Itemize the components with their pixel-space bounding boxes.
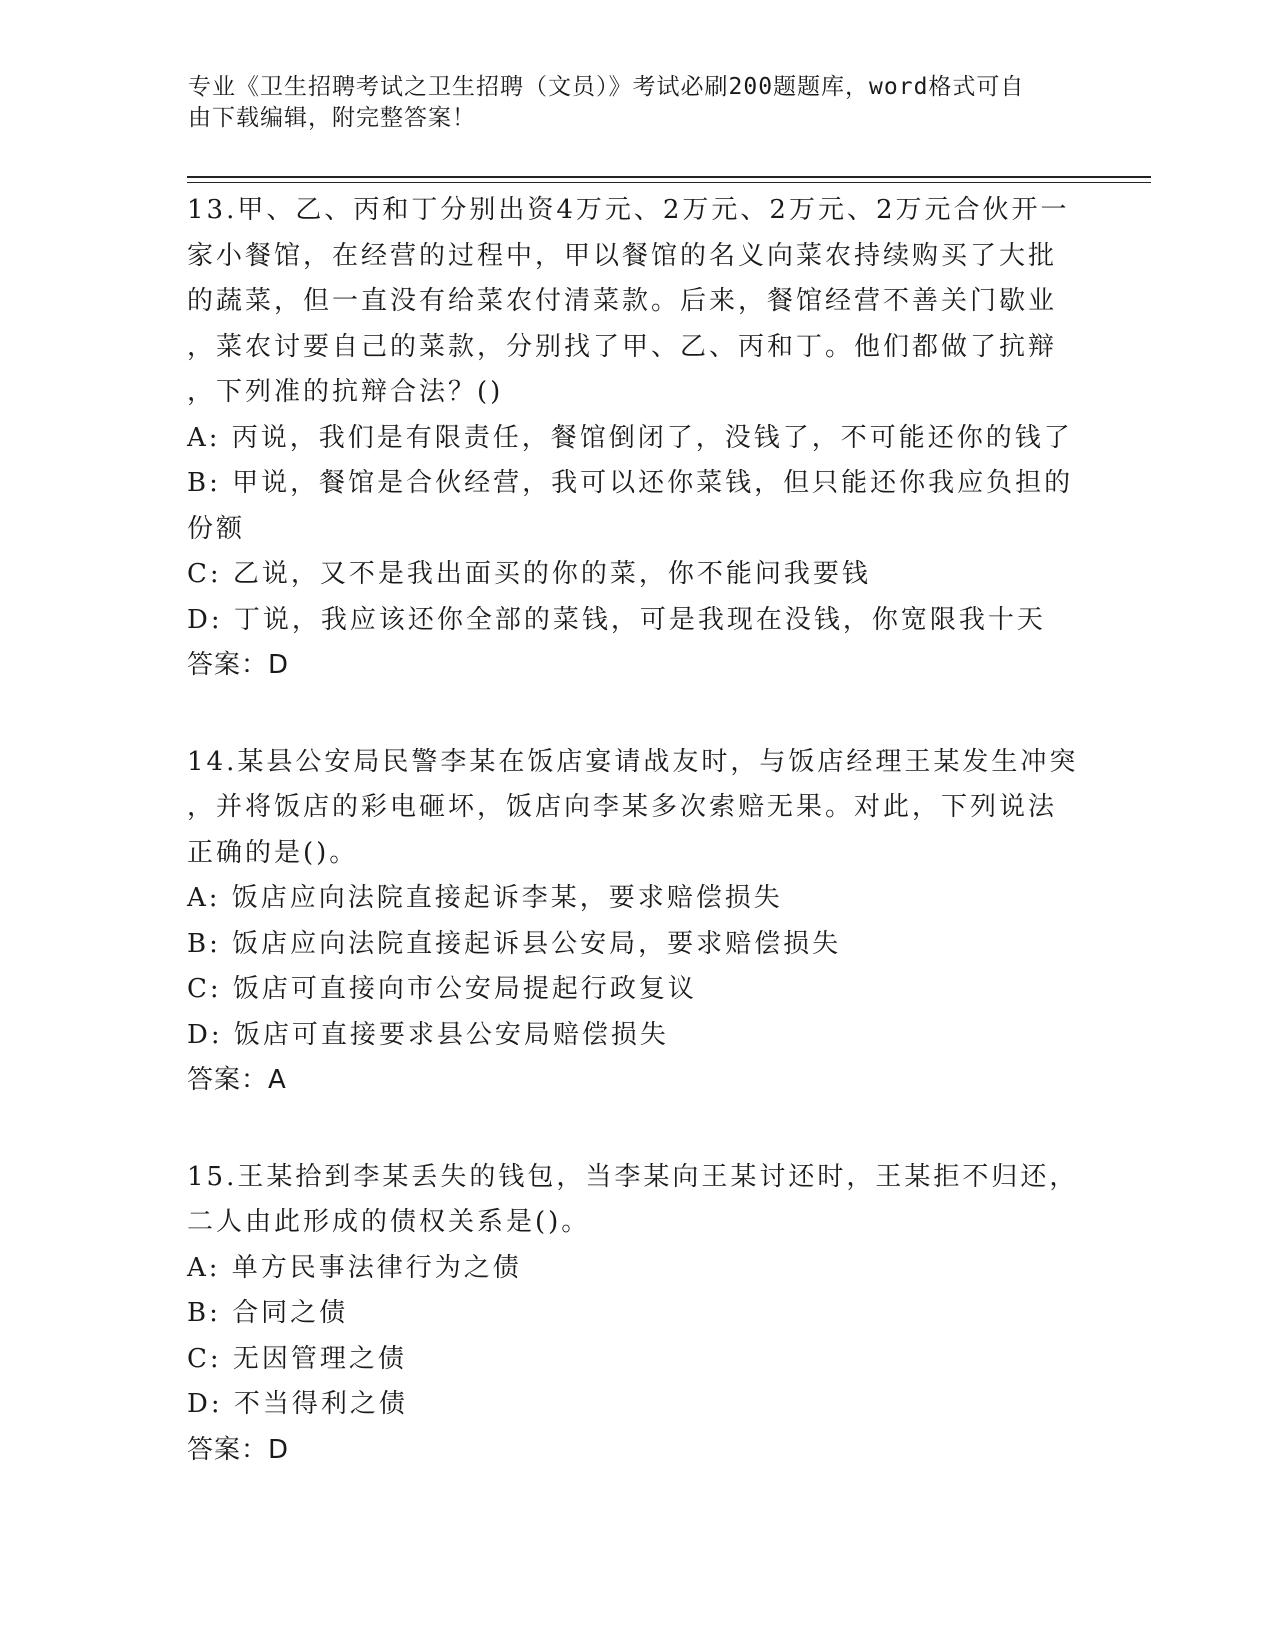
option-d: D: 丁说，我应该还你全部的菜钱，可是我现在没钱，你宽限我十天 bbox=[187, 604, 1046, 635]
option-a: A: 饭店应向法院直接起诉李某，要求赔偿损失 bbox=[187, 883, 783, 913]
question-stem-line: 的蔬菜，但一直没有给菜农付清菜款。后来，餐馆经营不善关门歇业 bbox=[187, 286, 1058, 316]
question-list bbox=[187, 188, 1087, 1473]
answer-label: 答案：D bbox=[187, 1434, 290, 1465]
option-c: C: 饭店可直接向市公安局提起行政复议 bbox=[187, 974, 697, 1004]
question-stem-line: ，下列准的抗辩合法？() bbox=[187, 377, 504, 407]
question-stem-line: 正确的是()。 bbox=[187, 837, 359, 868]
header-line-1: 专业《卫生招聘考试之卫生招聘（文员）》考试必刷200题题库，word格式可自 bbox=[188, 74, 1025, 100]
option-b: B: 甲说，餐馆是合伙经营，我可以还你菜钱，但只能还你我应负担的 bbox=[187, 468, 1074, 498]
answer-label: 答案：D bbox=[187, 650, 290, 680]
header-divider-thick bbox=[187, 176, 1151, 178]
question-stem-line: 15.王某拾到李某丢失的钱包，当李某向王某讨还时，王某拒不归还， bbox=[187, 1161, 1079, 1192]
question-stem-line: 13.甲、乙、丙和丁分别出资4万元、2万元、2万元、2万元合伙开一 bbox=[187, 195, 1070, 225]
header-line-2: 由下载编辑，附完整答案！ bbox=[188, 105, 476, 131]
header-divider-thin bbox=[187, 182, 1151, 183]
option-c: C: 乙说，又不是我出面买的你的菜，你不能问我要钱 bbox=[187, 559, 871, 589]
option-a: A: 单方民事法律行为之债 bbox=[187, 1252, 522, 1283]
option-d: D: 饭店可直接要求县公安局赔偿损失 bbox=[187, 1019, 669, 1050]
option-b: B: 合同之债 bbox=[187, 1298, 349, 1328]
question-stem-line: ，并将饭店的彩电砸坏，饭店向李某多次索赔无果。对此，下列说法 bbox=[187, 792, 1058, 822]
question-13 bbox=[187, 188, 1087, 689]
question-stem-line: ，菜农讨要自己的菜款，分别找了甲、乙、丙和丁。他们都做了抗辩 bbox=[187, 331, 1058, 362]
option-a: A: 丙说，我们是有限责任，餐馆倒闭了，没钱了，不可能还你的钱了 bbox=[187, 422, 1073, 453]
question-15 bbox=[187, 1155, 1087, 1474]
option-c: C: 无因管理之债 bbox=[187, 1343, 407, 1374]
question-14 bbox=[187, 740, 1087, 1104]
option-b: B: 饭店应向法院直接起诉县公安局，要求赔偿损失 bbox=[187, 928, 842, 959]
option-b-continued: 份额 bbox=[187, 513, 246, 544]
question-stem-line: 二人由此形成的债权关系是()。 bbox=[187, 1207, 591, 1237]
question-stem-line: 14.某县公安局民警李某在饭店宴请战友时，与饭店经理王某发生冲突 bbox=[187, 746, 1079, 777]
option-d: D: 不当得利之债 bbox=[187, 1389, 408, 1419]
question-stem-line: 家小餐馆，在经营的过程中，甲以餐馆的名义向菜农持续购买了大批 bbox=[187, 240, 1058, 271]
document-header bbox=[188, 72, 1068, 134]
answer-label: 答案：A bbox=[187, 1065, 287, 1095]
